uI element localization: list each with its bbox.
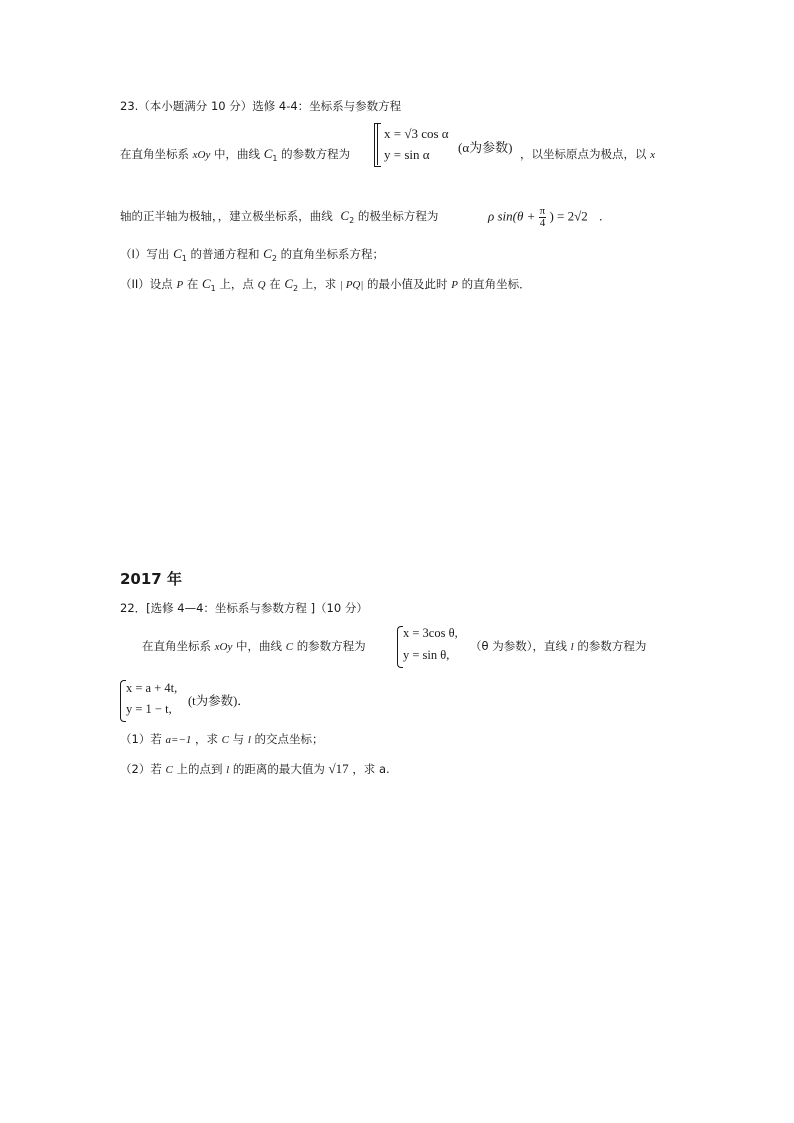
q22-intro-line: 在直角坐标系 xOy 中，曲线 C 的参数方程为 xyxy=(142,639,366,653)
q23-intro-tail: ，以坐标原点为极点，以 x xyxy=(520,147,656,161)
q23-eq2: y = sin α xyxy=(384,147,430,162)
q22-leq1: x = a + 4t, xyxy=(126,681,178,695)
q22-eq1: x = 3cos θ, xyxy=(403,626,458,640)
q23-param: (α为参数) xyxy=(458,140,513,155)
q22-part2: （2）若 C 上的点到 l 的距离的最大值为 √17 ，求 a. xyxy=(120,761,390,776)
q23-polar-eq: ρ sin(θ + $\frac{\pi}{4}$ ) = 2√2 ． xyxy=(488,205,611,229)
q23-eq1: x = √3 cos α xyxy=(384,126,449,141)
q23-part1: （I）写出 $C_1$ 的普通方程和 $C_2$ 的直角坐标系方程； xyxy=(120,246,385,263)
q22-intro-tail: （θ 为参数），直线 l 的参数方程为 xyxy=(470,639,647,653)
year-heading: 2017 年 xyxy=(120,570,182,588)
q23-intro-line: 在直角坐标系 xOy 中，曲线 $C_1$ 的参数方程为 xyxy=(120,146,351,163)
q22-part1: （1）若 a=−1 ，求 C 与 l 的交点坐标； xyxy=(120,732,324,746)
q23-part2: （II）设点 P 在 $C_1$ 上，点 Q 在 $C_2$ 上，求 | PQ| 的最小值及此时 P 的直角坐标． xyxy=(120,276,531,293)
q22-eq2: y = sin θ, xyxy=(403,648,450,662)
q23-brace-inner xyxy=(377,123,382,165)
q23-header: 23.（本小题满分 10 分）选修 4-4：坐标系与参数方程 xyxy=(120,99,402,113)
q22-header: 22．[选修 4—4：坐标系与参数方程 ]（10 分） xyxy=(120,601,368,615)
pi-over-4: $\frac{\pi}{4}$ xyxy=(539,205,546,229)
q23-line2: 轴的正半轴为极轴，，建立极坐标系，曲线 $C_2$ 的极坐标方程为 xyxy=(120,208,439,225)
q22-leq2: y = 1 − t, xyxy=(126,702,172,716)
q22-lparam: (t为参数)． xyxy=(188,694,250,708)
